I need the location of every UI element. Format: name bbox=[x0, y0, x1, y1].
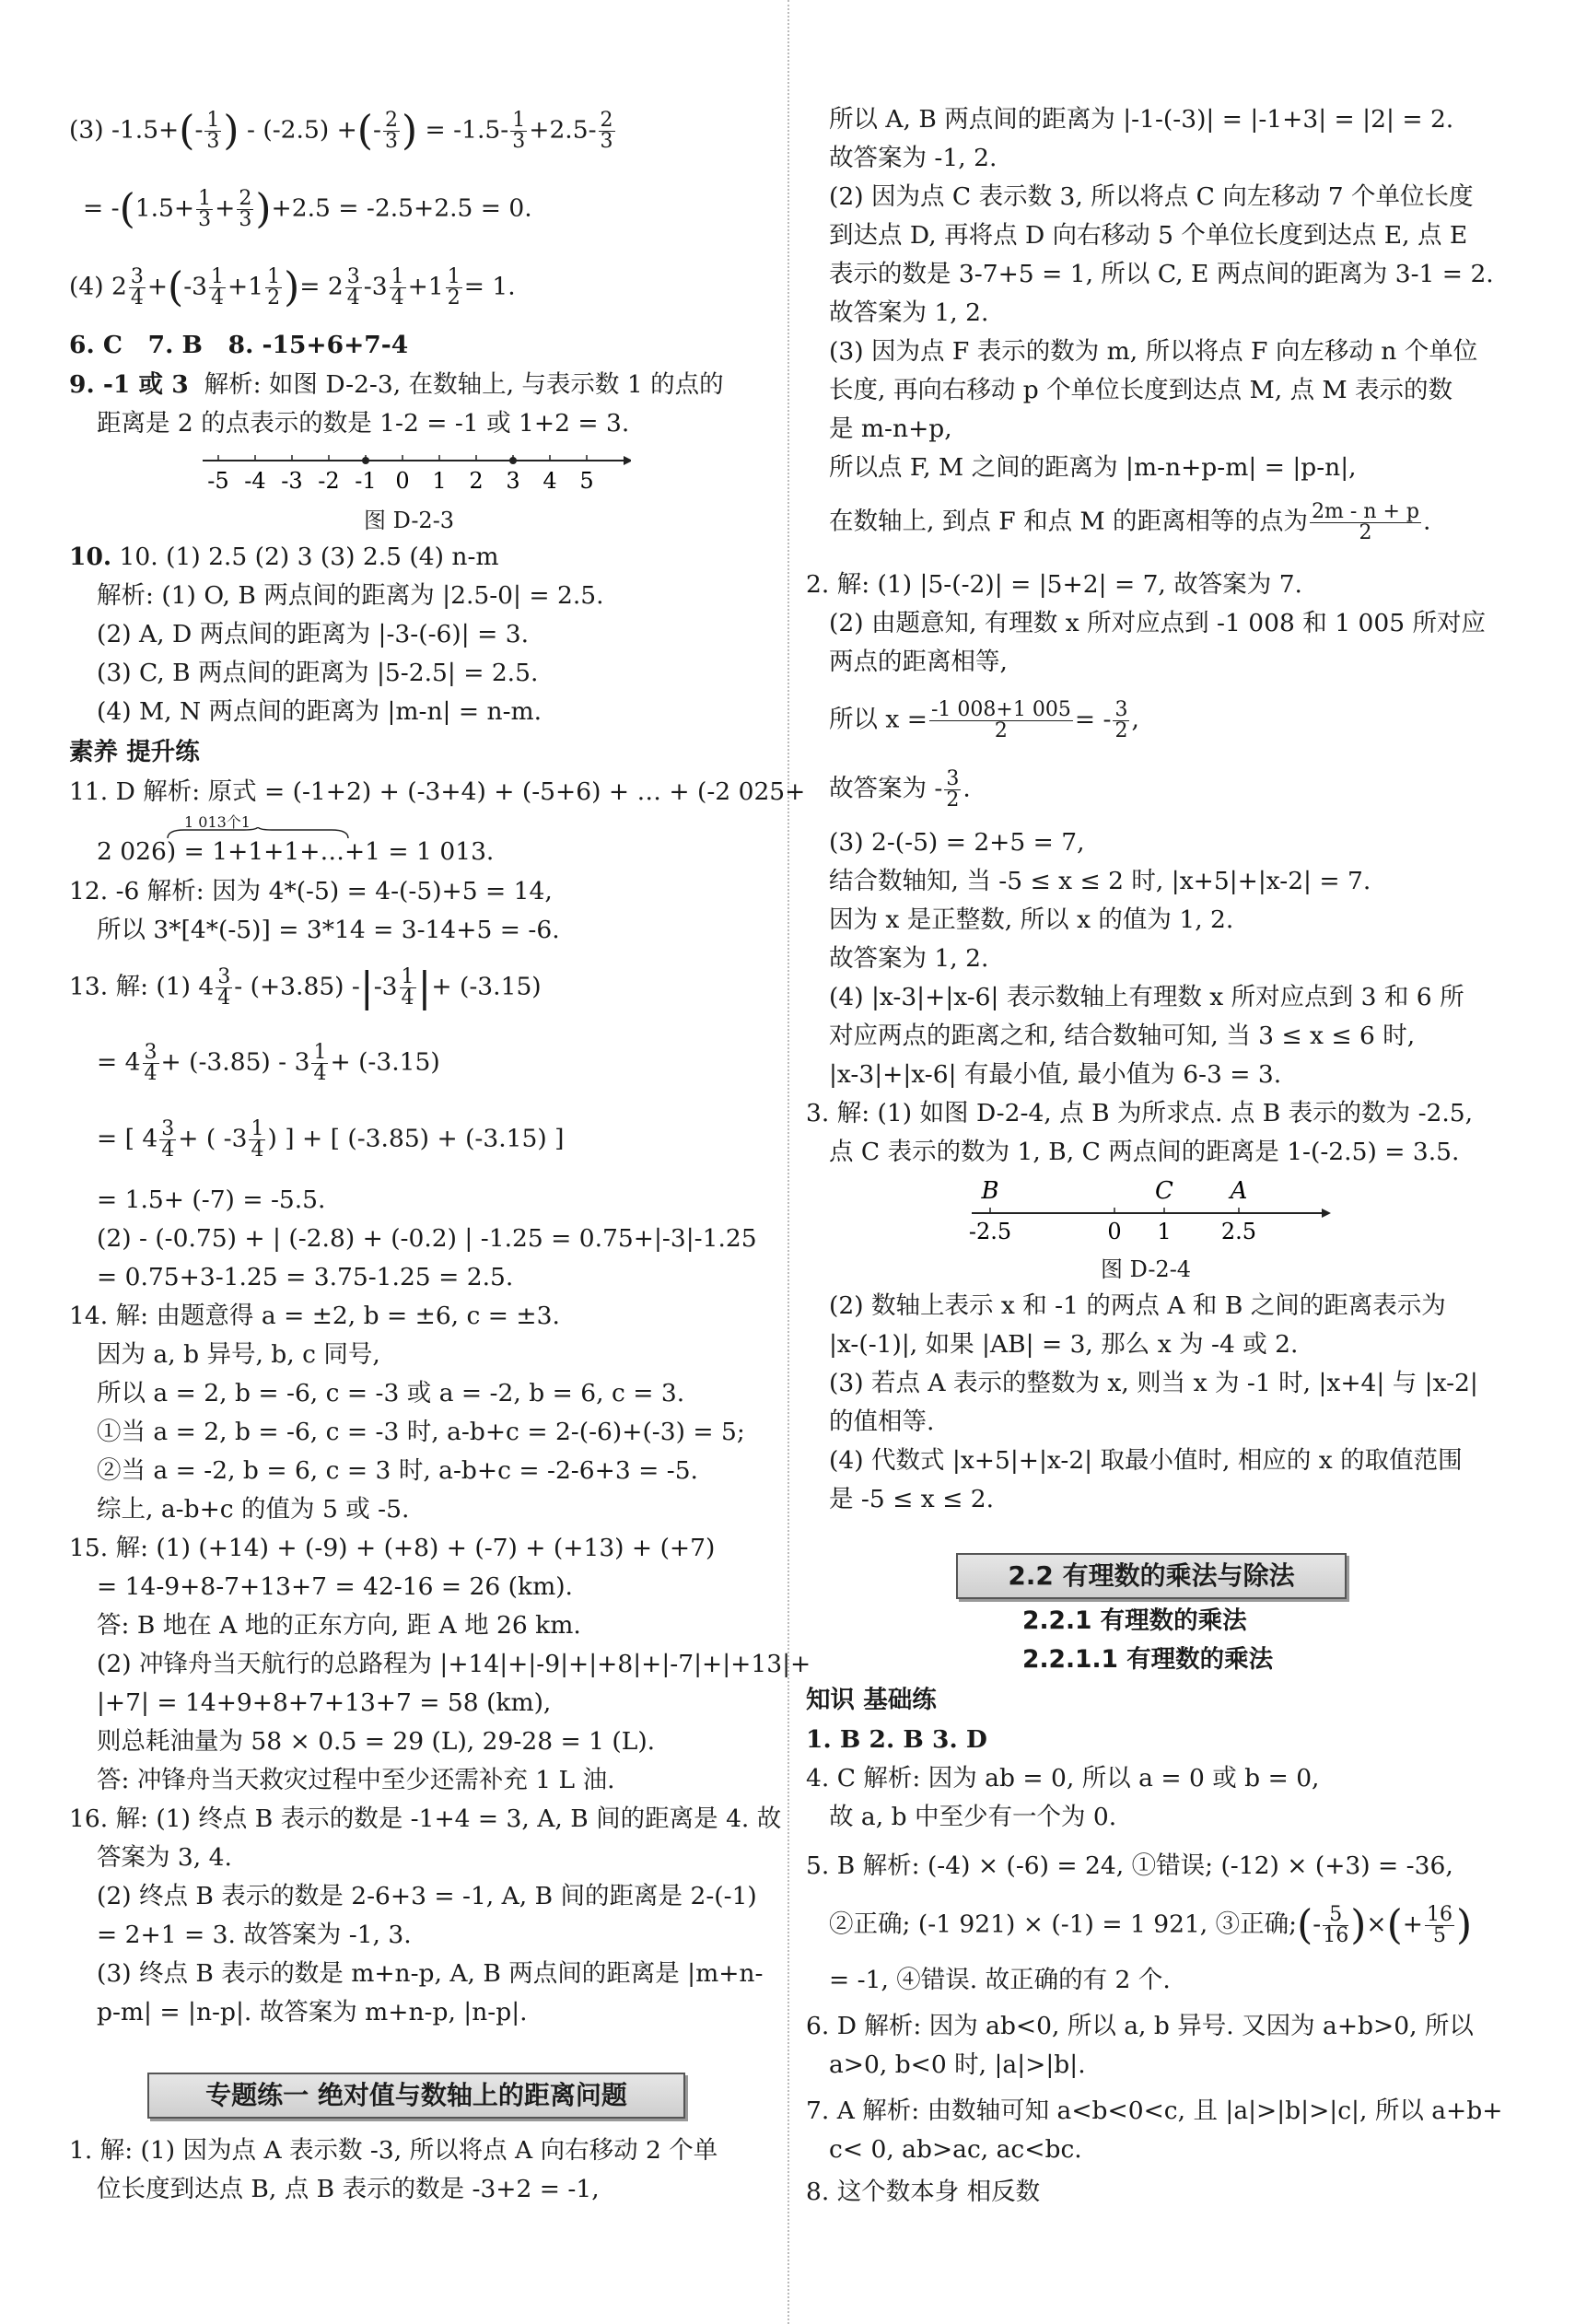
tick-label: 0 bbox=[1107, 1219, 1122, 1244]
k4-line1: 4. C 解析: 因为 ab = 0, 所以 a = 0 或 b = 0, bbox=[806, 1764, 1320, 1793]
tick-label: 5 bbox=[579, 468, 594, 494]
q10-answer: 10. 10. (1) 2.5 (2) 3 (3) 2.5 (4) n-m bbox=[69, 543, 499, 571]
section-heading-improve: 素养 提升练 bbox=[69, 738, 200, 766]
k6-line1: 6. D 解析: 因为 ab<0, 所以 a, b 异号. 又因为 a+b>0, 所以 bbox=[806, 2012, 1474, 2040]
q3-line1: 3. 解: (1) 如图 D-2-4, 点 B 为所求点. 点 B 表示的数为 -2.5, bbox=[806, 1099, 1474, 1127]
q10-line4: (4) M, N 两点间的距离为 |m-n| = n-m. bbox=[97, 697, 542, 726]
q11-line1: 11. D 解析: 原式 = (-1+2) + (-3+4) + (-5+6) + … + (-2 025+ bbox=[69, 777, 806, 806]
r-line9: 是 m-n+p, bbox=[829, 415, 952, 443]
topic-banner-1: 专题练一 绝对值与数轴上的距离问题 bbox=[147, 2073, 685, 2119]
q12-line1: 12. -6 解析: 因为 4*(-5) = 4-(-5)+5 = 14, bbox=[69, 877, 553, 905]
tick-group bbox=[969, 1177, 1256, 1244]
q13-line1: 13. 解: (1) 4 $\frac{3}{4}$ - (+3.85) -|-3 $\frac{1}{4}$ |+ (-3.15) bbox=[69, 963, 542, 1011]
tick-label: 2 bbox=[469, 468, 484, 494]
k5-line2: ②正确; (-1 921) × (-1) = 1 921, ③正确;(- $\frac{5}{16}$ )×(+ $\frac{16}{5}$ ) bbox=[829, 1901, 1473, 1949]
tick-label: -5 bbox=[207, 468, 229, 494]
q15-line7: 答: 冲锋舟当天救灾过程中至少还需补充 1 L 油. bbox=[97, 1766, 615, 1794]
q9-line1: 9. -1 或 3 解析: 如图 D-2-3, 在数轴上, 与表示数 1 的点的 bbox=[69, 370, 724, 399]
point-label: B bbox=[981, 1177, 999, 1205]
answers-6-8: 6. C 7. B 8. -15+6+7-4 bbox=[69, 331, 409, 359]
q16-line6: p-m| = |n-p|. 故答案为 m+n-p, |n-p|. bbox=[97, 1998, 528, 2026]
tick-label: 1 bbox=[432, 468, 447, 494]
r-line6: 故答案为 1, 2. bbox=[829, 298, 989, 327]
figure-caption-d-2-4: 图 D-2-4 bbox=[1101, 1256, 1192, 1282]
figure-caption-d-2-3: 图 D-2-3 bbox=[364, 508, 455, 533]
section-heading-basic: 知识 基础练 bbox=[806, 1686, 937, 1714]
axis-arrow bbox=[624, 456, 631, 465]
subsection-2-2-1: 2.2.1 有理数的乘法 bbox=[1022, 1606, 1247, 1635]
point-label: A bbox=[1230, 1177, 1248, 1205]
q15-line5: |+7| = 14+9+8+7+13+7 = 58 (km), bbox=[97, 1688, 552, 1717]
k8-line: 8. 这个数本身 相反数 bbox=[806, 2178, 1041, 2206]
q11-line2: 2 026) = 1+1+1+…+1 = 1 013. bbox=[97, 837, 495, 866]
q12-line2: 所以 3*[4*(-5)] = 3*14 = 3-14+5 = -6. bbox=[97, 916, 560, 944]
eq-4: (4) 2 $\frac{3}{4}$ +(-3 $\frac{1}{4}$ +1 $\frac{1}{2}$ )= 2 $\frac{3}{4}$ -3 $\frac{1}{4}$ +1 $\frac{1}{2}$ = 1. bbox=[69, 263, 516, 311]
r-line3: (2) 因为点 C 表示数 3, 所以将点 C 向左移动 7 个单位长度 bbox=[829, 182, 1474, 211]
tick-label: -2.5 bbox=[968, 1219, 1012, 1244]
q16-line1: 16. 解: (1) 终点 B 表示的数是 -1+4 = 3, A, B 间的距离是 4. 故 bbox=[69, 1804, 782, 1833]
r-line7: (3) 因为点 F 表示的数为 m, 所以将点 F 向左移动 n 个单位 bbox=[829, 337, 1478, 366]
q3-line5: (3) 若点 A 表示的整数为 x, 则当 x 为 -1 时, |x+4| 与 |x-2| bbox=[829, 1369, 1478, 1397]
q3-line2: 点 C 表示的数为 1, B, C 两点间的距离是 1-(-2.5) = 3.5. bbox=[829, 1138, 1460, 1166]
k5-line3: = -1, ④错误. 故正确的有 2 个. bbox=[829, 1966, 1171, 1994]
tick-label: 4 bbox=[542, 468, 557, 494]
q10-line1: 解析: (1) O, B 两点间的距离为 |2.5-0| = 2.5. bbox=[97, 581, 604, 610]
number-line-d-2-4 bbox=[967, 1174, 1336, 1248]
q15-line2: = 14-9+8-7+13+7 = 42-16 = 26 (km). bbox=[97, 1572, 573, 1601]
k6-line2: a>0, b<0 时, |a|>|b|. bbox=[829, 2050, 1086, 2079]
number-line-d-2-3 bbox=[198, 450, 631, 507]
q2-line2: (2) 由题意知, 有理数 x 所对应点到 -1 008 和 1 005 所对应 bbox=[829, 609, 1486, 637]
q16-line5: (3) 终点 B 表示的数是 m+n-p, A, B 两点间的距离是 |m+n- bbox=[97, 1959, 764, 1988]
axis-arrow bbox=[1322, 1209, 1331, 1218]
q14-line2: 因为 a, b 异号, b, c 同号, bbox=[97, 1340, 380, 1369]
k7-line2: c< 0, ab>ac, ac<bc. bbox=[829, 2135, 1082, 2164]
q2-line8: 因为 x 是正整数, 所以 x 的值为 1, 2. bbox=[829, 905, 1234, 934]
q10-line2: (2) A, D 两点间的距离为 |-3-(-6)| = 3. bbox=[97, 620, 529, 648]
r-line10: 所以点 F, M 之间的距离为 |m-n+p-m| = |p-n|, bbox=[829, 453, 1357, 482]
q13-line4: = 1.5+ (-7) = -5.5. bbox=[97, 1185, 326, 1214]
q16-line4: = 2+1 = 3. 故答案为 -1, 3. bbox=[97, 1921, 412, 1949]
q14-line1: 14. 解: 由题意得 a = ±2, b = ±6, c = ±3. bbox=[69, 1302, 560, 1330]
r-line2: 故答案为 -1, 2. bbox=[829, 144, 998, 172]
q13-line3: = [ 4 $\frac{3}{4}$ + ( -3 $\frac{1}{4}$ ) ] + [ (-3.85) + (-3.15) ] bbox=[97, 1117, 565, 1162]
tick-label: 3 bbox=[506, 468, 520, 494]
q10-line3: (3) C, B 两点间的距离为 |5-2.5| = 2.5. bbox=[97, 659, 539, 687]
q3-line4: |x-(-1)|, 如果 |AB| = 3, 那么 x 为 -4 或 2. bbox=[829, 1330, 1299, 1359]
q2-line11: 对应两点的距离之和, 结合数轴可知, 当 3 ≤ x ≤ 6 时, bbox=[829, 1022, 1416, 1050]
tick-label: -1 bbox=[355, 468, 377, 494]
tick-label: -4 bbox=[244, 468, 266, 494]
tick-label: 0 bbox=[395, 468, 410, 494]
q11-brace-label: 1 013个1 bbox=[184, 813, 251, 831]
k4-line2: 故 a, b 中至少有一个为 0. bbox=[829, 1803, 1117, 1831]
q2-line4: 所以 x = $\frac{-1 008+1 005}{2}$ = - $\frac{3}{2}$ , bbox=[829, 698, 1139, 742]
r-line5: 表示的数是 3-7+5 = 1, 所以 C, E 两点间的距离为 3-1 = 2. bbox=[829, 260, 1494, 288]
q16-line3: (2) 终点 B 表示的数是 2-6+3 = -1, A, B 间的距离是 2-(-1) bbox=[97, 1882, 757, 1910]
q15-line4: (2) 冲锋舟当天航行的总路程为 |+14|+|-9|+|+8|+|-7|+|+13|+ bbox=[97, 1650, 811, 1678]
r-line1: 所以 A, B 两点间的距离为 |-1-(-3)| = |-1+3| = |2| = 2. bbox=[829, 105, 1454, 134]
q14-line3: 所以 a = 2, b = -6, c = -3 或 a = -2, b = 6, c = 3. bbox=[97, 1379, 685, 1407]
q3-line7: (4) 代数式 |x+5|+|x-2| 取最小值时, 相应的 x 的取值范围 bbox=[829, 1446, 1463, 1475]
subsection-2-2-1-1: 2.2.1.1 有理数的乘法 bbox=[1022, 1645, 1274, 1674]
p1-line1: 1. 解: (1) 因为点 A 表示数 -3, 所以将点 A 向右移动 2 个单 bbox=[69, 2136, 718, 2165]
k5-line1: 5. B 解析: (-4) × (-6) = 24, ①错误; (-12) × (+3) = -36, bbox=[806, 1851, 1453, 1880]
eq-3-line1: (3) -1.5+(- $\frac{1}{3}$ ) - (-2.5) +(- $\frac{2}{3}$ ) = -1.5- $\frac{1}{3}$ +2.5- $\frac{2}{3}$ bbox=[69, 107, 613, 155]
eq-3-line2: = -(1.5+ $\frac{1}{3}$ + $\frac{2}{3}$ )+2.5 = -2.5+2.5 = 0. bbox=[83, 185, 532, 233]
q13-line6: = 0.75+3-1.25 = 3.75-1.25 = 2.5. bbox=[97, 1263, 514, 1291]
q3-line6: 的值相等. bbox=[829, 1407, 935, 1436]
q13-line5: (2) - (-0.75) + | (-2.8) + (-0.2) | -1.25 = 0.75+|-3|-1.25 bbox=[97, 1224, 757, 1253]
tick-label: -3 bbox=[281, 468, 303, 494]
q2-line6: (3) 2-(-5) = 2+5 = 7, bbox=[829, 828, 1085, 857]
r-line8: 长度, 再向右移动 p 个单位长度到达点 M, 点 M 表示的数 bbox=[829, 376, 1453, 404]
q3-line8: 是 -5 ≤ x ≤ 2. bbox=[829, 1485, 995, 1513]
point-label: C bbox=[1155, 1177, 1173, 1205]
q2-line1: 2. 解: (1) |5-(-2)| = |5+2| = 7, 故答案为 7. bbox=[806, 570, 1302, 599]
q2-line3: 两点的距离相等, bbox=[829, 648, 1008, 676]
p1-line2: 位长度到达点 B, 点 B 表示的数是 -3+2 = -1, bbox=[97, 2175, 600, 2203]
column-divider bbox=[788, 0, 790, 2324]
q14-line4: ①当 a = 2, b = -6, c = -3 时, a-b+c = 2-(-6)+(-3) = 5; bbox=[97, 1418, 745, 1446]
r-line4: 到达点 D, 再将点 D 向右移动 5 个单位长度到达点 E, 点 E bbox=[829, 221, 1468, 250]
tick-label: -2 bbox=[318, 468, 340, 494]
tick-label: 1 bbox=[1157, 1219, 1172, 1244]
q16-line2: 答案为 3, 4. bbox=[97, 1843, 232, 1872]
q2-line5: 故答案为 - $\frac{3}{2}$ . bbox=[829, 767, 971, 812]
q2-line12: |x-3|+|x-6| 有最小值, 最小值为 6-3 = 3. bbox=[829, 1060, 1282, 1089]
k7-line1: 7. A 解析: 由数轴可知 a<b<0<c, 且 |a|>|b|>|c|, 所以 a+b+ bbox=[806, 2096, 1503, 2125]
q2-line7: 结合数轴知, 当 -5 ≤ x ≤ 2 时, |x+5|+|x-2| = 7. bbox=[829, 867, 1371, 895]
section-banner-2-2: 2.2 有理数的乘法与除法 bbox=[956, 1553, 1347, 1599]
tick-label: 2.5 bbox=[1220, 1219, 1257, 1244]
q2-line10: (4) |x-3|+|x-6| 表示数轴上有理数 x 所对应点到 3 和 6 所 bbox=[829, 983, 1464, 1011]
q14-line5: ②当 a = -2, b = 6, c = 3 时, a-b+c = -2-6+3 = -5. bbox=[97, 1456, 698, 1485]
q3-line3: (2) 数轴上表示 x 和 -1 的两点 A 和 B 之间的距离表示为 bbox=[829, 1291, 1446, 1320]
answers-1-3: 1. B 2. B 3. D bbox=[806, 1725, 987, 1754]
r-line11: 在数轴上, 到点 F 和点 M 的距离相等的点为 $\frac{2m - n + p}{2}$ . bbox=[829, 500, 1431, 544]
q15-line1: 15. 解: (1) (+14) + (-9) + (+8) + (-7) + (+13) + (+7) bbox=[69, 1534, 716, 1562]
q15-line3: 答: B 地在 A 地的正东方向, 距 A 地 26 km. bbox=[97, 1611, 581, 1640]
q13-line2: = 4 $\frac{3}{4}$ + (-3.85) - 3 $\frac{1}{4}$ + (-3.15) bbox=[97, 1041, 440, 1085]
q9-line2: 距离是 2 的点表示的数是 1-2 = -1 或 1+2 = 3. bbox=[97, 409, 630, 438]
q15-line6: 则总耗油量为 58 × 0.5 = 29 (L), 29-28 = 1 (L). bbox=[97, 1727, 656, 1756]
marked-point bbox=[509, 457, 517, 464]
q14-line6: 综上, a-b+c 的值为 5 或 -5. bbox=[97, 1495, 410, 1524]
q2-line9: 故答案为 1, 2. bbox=[829, 944, 989, 973]
marked-point bbox=[362, 457, 369, 464]
